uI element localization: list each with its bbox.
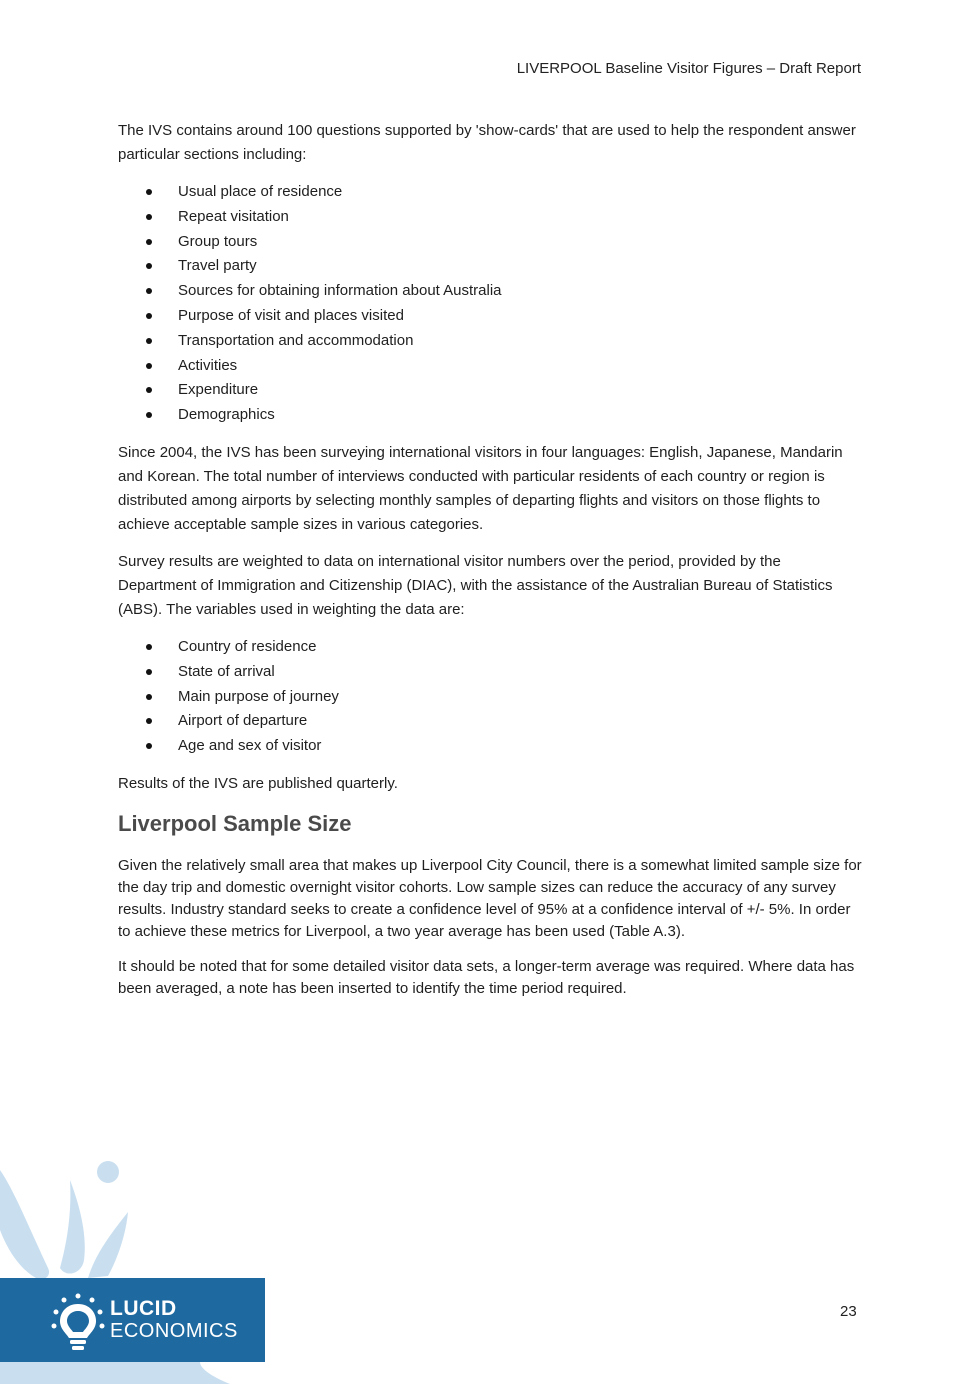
lucid-economics-logo — [0, 1150, 270, 1384]
since-2004-paragraph: Since 2004, the IVS has been surveying international visitors in four languages: English, Japanese, Mandarin and Korean. The total number of interviews conducted with particular residents of each country or region is distributed among airports by selecting monthly samples of departing flights and visitors on those flights to achieve acceptable sample sizes in various categories. — [118, 443, 843, 533]
bullet-icon — [146, 694, 152, 700]
bullet-icon — [146, 239, 152, 245]
sample-size-paragraph: Given the relatively small area that makes up Liverpool City Council, there is a somewhat limited sample size for the day trip and domestic overnight visitor cohorts. Low sample sizes can reduce the accuracy of any survey results. Industry standard seeks to create a confidence level of 95% at a confidence interval of +/- 5%. In order to achieve these metrics for Liverpool, a two year average has been used (Table A.3). — [118, 856, 862, 940]
quarterly-paragraph: Results of the IVS are published quarterly. — [118, 774, 398, 792]
intro-paragraph: The IVS contains around 100 questions supported by 'show-cards' that are used to help the respondent answer particular sections including: — [118, 122, 856, 163]
ivs-sections-list — [118, 180, 862, 428]
bullet-icon — [146, 189, 152, 195]
page-body — [118, 119, 862, 1013]
bullet-icon — [146, 669, 152, 675]
logo-wordmark — [110, 1298, 238, 1342]
logo-line-1: LUCID — [110, 1297, 177, 1320]
section-heading: Liverpool Sample Size — [118, 810, 352, 836]
bullet-icon — [146, 263, 152, 269]
running-header: LIVERPOOL Baseline Visitor Figures – Draft Report — [516, 60, 861, 77]
bullet-icon — [146, 644, 152, 650]
bullet-icon — [146, 387, 152, 393]
list-item: Group tours — [118, 230, 862, 255]
bullet-icon — [146, 718, 152, 724]
list-item: Country of residence — [118, 635, 862, 660]
list-item: Sources for obtaining information about Australia — [118, 279, 862, 304]
lightbulb-icon — [50, 1292, 106, 1352]
list-item: Expenditure — [118, 378, 862, 403]
weighting-variables-list — [118, 635, 862, 759]
list-item: Purpose of visit and places visited — [118, 304, 862, 329]
list-item: Age and sex of visitor — [118, 734, 862, 759]
list-item: Usual place of residence — [118, 180, 862, 205]
list-item: Main purpose of journey — [118, 685, 862, 710]
list-item: State of arrival — [118, 660, 862, 685]
list-item: Airport of departure — [118, 709, 862, 734]
list-item: Transportation and accommodation — [118, 329, 862, 354]
bullet-icon — [146, 214, 152, 220]
bullet-icon — [146, 338, 152, 344]
weighting-paragraph: Survey results are weighted to data on international visitor numbers over the period, provided by the Department of Immigration and Citizenship (DIAC), with the assistance of the Australian Bureau of Statistics (ABS). The variables used in weighting the data are: — [118, 552, 833, 618]
averaging-note-paragraph: It should be noted that for some detailed visitor data sets, a longer-term average was required. Where data has been averaged, a note has been inserted to identify the time period required. — [118, 957, 855, 997]
logo-line-2: ECONOMICS — [110, 1320, 238, 1342]
bullet-icon — [146, 412, 152, 418]
page-number: 23 — [840, 1303, 857, 1320]
list-item: Activities — [118, 354, 862, 379]
bullet-icon — [146, 313, 152, 319]
bullet-icon — [146, 363, 152, 369]
bullet-icon — [146, 743, 152, 749]
bullet-icon — [146, 288, 152, 294]
list-item: Travel party — [118, 254, 862, 279]
list-item: Demographics — [118, 403, 862, 428]
list-item: Repeat visitation — [118, 205, 862, 230]
